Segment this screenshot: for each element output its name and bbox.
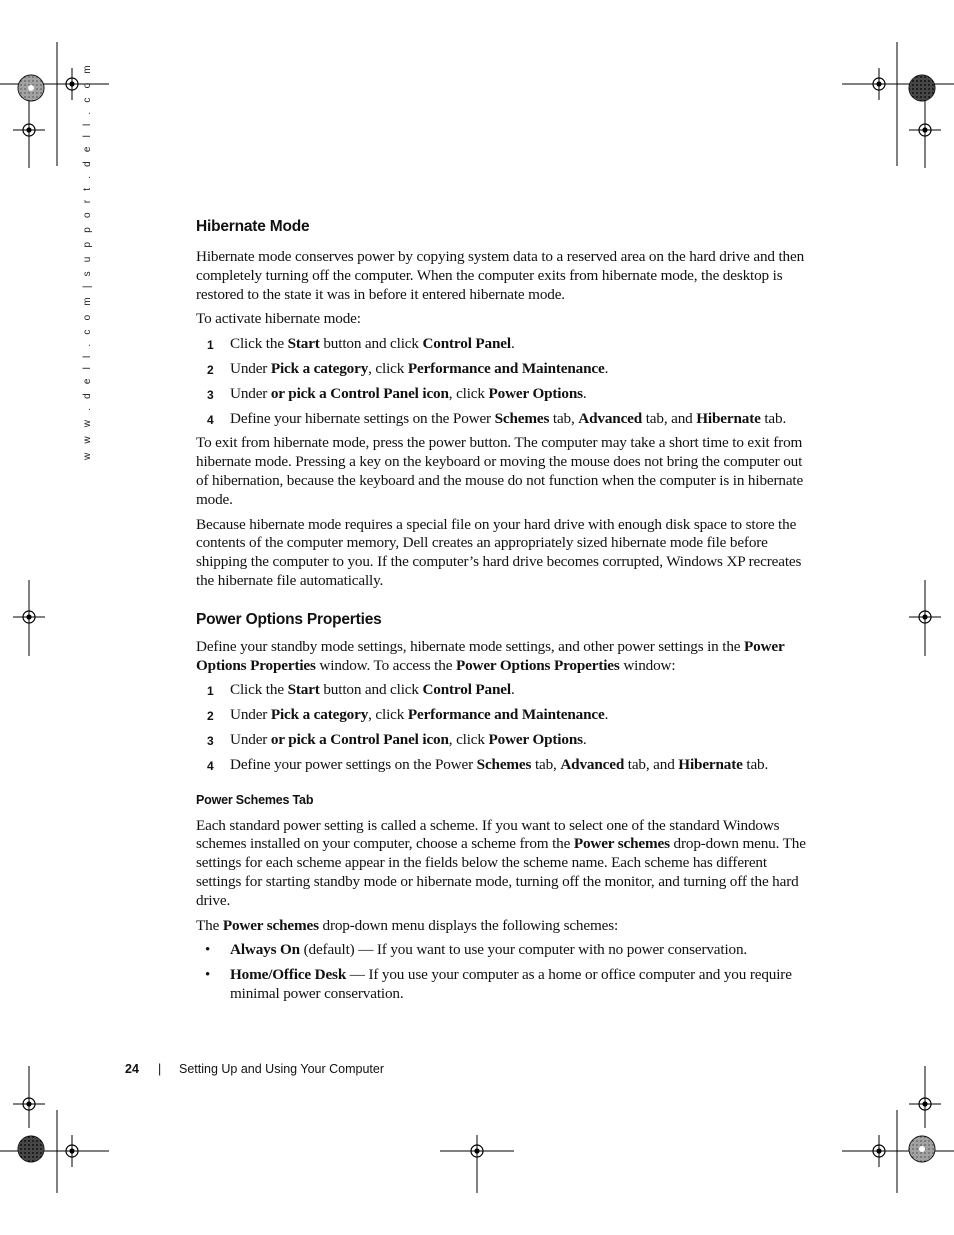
subsection-heading-power-schemes: Power Schemes Tab: [196, 792, 314, 807]
section-heading-hibernate: Hibernate Mode: [196, 218, 310, 235]
crosshair-mark: [863, 1135, 895, 1167]
starburst-mark: [18, 1136, 44, 1162]
section-heading-power-options: Power Options Properties: [196, 610, 382, 628]
starburst-mark: [18, 75, 44, 101]
list-item: 2 Under Pick a category, click Performance and Maintenance.: [207, 359, 609, 377]
power-schemes-p2: The Power schemes drop-down menu displays the following schemes:: [196, 916, 619, 934]
list-item: 1 Click the Start button and click Control Panel.: [207, 335, 515, 353]
list-item: 3 Under or pick a Control Panel icon, click Power Options.: [207, 384, 587, 402]
crosshair-mark: [909, 601, 941, 633]
crosshair-mark: [13, 601, 45, 633]
hibernate-steps: [196, 335, 812, 428]
list-item: 1 Click the Start button and click Control Panel.: [207, 681, 515, 699]
list-item: 4 Define your hibernate settings on the Power Schemes tab, Advanced tab, and Hibernate tab.: [207, 409, 787, 427]
crosshair-mark: [909, 1088, 941, 1120]
list-item: 4 Define your power settings on the Power Schemes tab, Advanced tab, and Hibernate tab.: [207, 755, 769, 773]
crosshair-mark: [13, 1088, 45, 1120]
list-item: • Home/Office Desk — If you use your computer as a home or office computer and you require minimal power conservation.: [205, 966, 792, 1002]
list-item: 2 Under Pick a category, click Performance and Maintenance.: [207, 706, 609, 724]
crosshair-mark: [13, 114, 45, 146]
power-options-intro: Define your standby mode settings, hibernate mode settings, and other power settings in the Power Options Properties window. To access the Power Options Properties window:: [196, 637, 785, 674]
schemes-list: [196, 941, 812, 1003]
crosshair-mark: [461, 1135, 493, 1167]
page-content: [196, 218, 812, 1004]
hibernate-exit: To exit from hibernate mode, press the power button. The computer may take a short time to exit from hibernate mode. Pressing a key on the keyboard or moving the mouse does not bring the computer out of hibernation, because the keyboard and the mouse do not function when the computer is in hibernate mode.: [196, 434, 804, 508]
list-item: 3 Under or pick a Control Panel icon, click Power Options.: [207, 730, 587, 748]
crosshair-mark: [863, 68, 895, 100]
hibernate-intro: Hibernate mode conserves power by copying system data to a reserved area on the hard drive and then completely turning off the computer. When the computer exits from hibernate mode, the desktop is restored to the state it was in before it entered hibernate mode.: [196, 248, 805, 303]
crosshair-mark: [56, 1135, 88, 1167]
power-options-steps: [196, 681, 812, 774]
starburst-mark: [909, 75, 935, 101]
page-number: 24: [125, 1062, 139, 1076]
crosshair-mark: [909, 114, 941, 146]
footer-section-title: Setting Up and Using Your Computer: [179, 1062, 384, 1076]
hibernate-file: Because hibernate mode requires a special file on your hard drive with enough disk space to store the contents of the computer memory, Dell creates an appropriately sized hibernate mode file before shipping the computer to you. If the computer’s hard drive becomes corrupted, Windows XP recreates the hibernate file automatically.: [196, 515, 802, 589]
hibernate-activate: To activate hibernate mode:: [196, 310, 361, 328]
footer-separator: |: [158, 1062, 162, 1076]
starburst-mark: [909, 1136, 935, 1162]
power-schemes-p1: Each standard power setting is called a scheme. If you want to select one of the standard Windows schemes installed on your computer, choose a scheme from the Power schemes drop-down menu. The settings for each scheme appear in the fields below the scheme name. Each scheme has different settings for starting standby mode or hibernate mode, turning off the monitor, and turning off the hard drive.: [196, 816, 806, 909]
sidebar-url: w w w . d e l l . c o m | s u p p o r t . d e l l . c o m: [82, 62, 93, 460]
list-item: • Always On (default) — If you want to use your computer with no power conservation.: [205, 941, 748, 959]
